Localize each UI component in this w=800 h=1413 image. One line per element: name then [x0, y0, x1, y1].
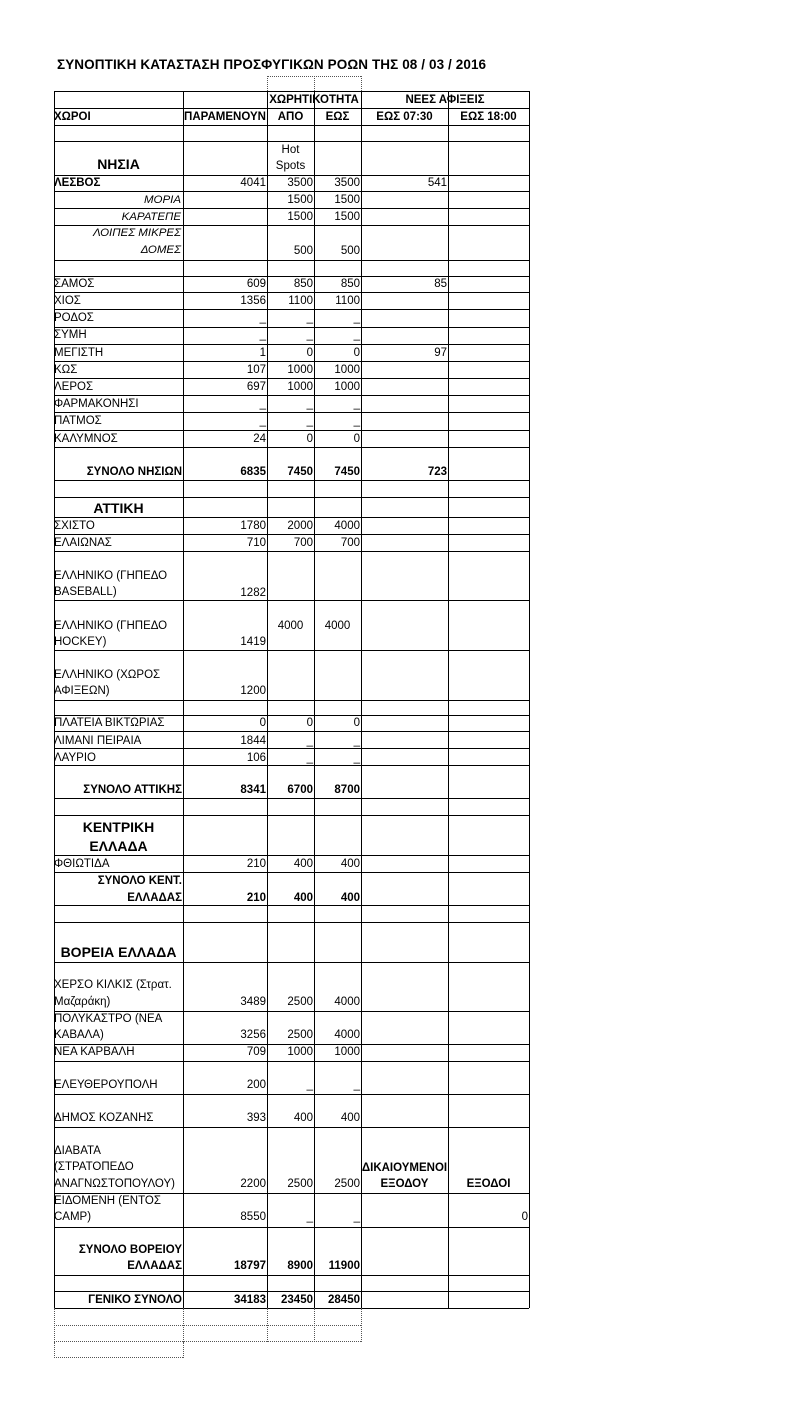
- capacity-to-cell: 500: [340, 245, 360, 257]
- capacity-to-cell: _: [353, 398, 360, 410]
- remaining-cell: 393: [246, 1112, 266, 1124]
- capacity-to-cell: _: [353, 415, 360, 427]
- row-border: [54, 700, 529, 701]
- capacity-to-cell: 1100: [335, 295, 360, 307]
- north-total-label: ΣΥΝΟΛΟ ΒΟΡΕΙΟΥ: [78, 1244, 182, 1256]
- row-border: [54, 551, 529, 552]
- capacity-to-cell: 1000: [334, 381, 360, 393]
- capacity-from-cell: 700: [293, 537, 313, 549]
- remaining-cell: 18797: [234, 1260, 266, 1272]
- remaining-cell: 0: [259, 717, 266, 729]
- remaining-cell: 697: [246, 381, 266, 393]
- place-name: ΕΛΛΗΝΙΚΟ (ΓΗΠΕΔΟ: [54, 620, 168, 632]
- dotted-column-border: [314, 1308, 315, 1342]
- capacity-from-cell: 2500: [287, 1178, 313, 1190]
- remaining-cell: 1: [259, 347, 266, 359]
- remaining-header: ΠΑΡΑΜΕΝΟΥΝ: [184, 111, 266, 123]
- place-name: ΛΙΜΑΝΙ ΠΕΙΡΑΙΑ: [54, 735, 142, 747]
- dotted-column-border: [314, 76, 315, 91]
- dotted-column-border: [54, 1342, 55, 1358]
- capacity-header: ΧΩΡΗΤΙΚΟΤΗΤΑ: [269, 94, 359, 106]
- capacity-to-cell: _: [353, 312, 360, 324]
- remaining-cell: 210: [246, 858, 266, 870]
- dotted-row-border: [54, 1357, 183, 1358]
- capacity-to-cell: 0: [353, 433, 360, 445]
- remaining-cell: 4041: [240, 177, 266, 189]
- row-border: [54, 260, 529, 261]
- row-border: [54, 1308, 529, 1309]
- arrivals-0730-cell: 541: [427, 177, 447, 189]
- row-border: [54, 1094, 529, 1095]
- capacity-to-cell: _: [353, 1211, 360, 1223]
- capacity-to-cell: _: [353, 752, 360, 764]
- remaining-cell: 210: [246, 892, 266, 904]
- remaining-cell: 8341: [240, 784, 266, 796]
- remaining-cell: 1356: [240, 295, 266, 307]
- place-name: ΚΑΛΥΜΝΟΣ: [54, 433, 118, 445]
- remaining-cell: 609: [246, 278, 266, 290]
- arrivals-0730-cell: 85: [434, 278, 447, 290]
- dotted-column-border: [183, 1342, 184, 1358]
- place-name: (ΣΤΡΑΤΟΠΕΔΟ: [54, 1161, 134, 1173]
- places-header: ΧΩΡΟΙ: [54, 111, 91, 123]
- place-name: ΔΟΜΕΣ: [140, 244, 181, 256]
- capacity-to-cell: 1000: [334, 364, 360, 376]
- dotted-row-border: [267, 76, 361, 77]
- capacity-to-cell: _: [353, 1079, 360, 1091]
- capacity-from-cell: 400: [293, 892, 313, 904]
- capacity-to-cell: 850: [340, 278, 360, 290]
- dotted-column-border: [267, 1308, 268, 1342]
- row-border: [54, 1275, 529, 1276]
- capacity-to-cell: 0: [353, 347, 360, 359]
- column-border: [448, 91, 449, 1308]
- capacity-from-cell: _: [306, 1079, 313, 1091]
- capacity-to-cell: 4000: [334, 996, 360, 1008]
- row-border: [54, 922, 529, 923]
- place-name: ΚΩΣ: [54, 364, 78, 376]
- remaining-cell: 6835: [240, 466, 266, 478]
- capacity-from-cell: 6700: [287, 784, 313, 796]
- central-total-label: ΣΥΝΟΛΟ ΚΕΝΤ.: [97, 875, 182, 887]
- place-name: ΛΕΣΒΟΣ: [54, 177, 101, 189]
- place-name: ΚΑΒΑΛΑ): [54, 1029, 104, 1041]
- place-name: ΛΑΥΡΙΟ: [54, 752, 96, 764]
- arrivals-0730-cell: 97: [434, 347, 447, 359]
- row-border: [54, 798, 529, 799]
- new-arrivals-header: ΝΕΕΣ ΑΦΙΞΕΙΣ: [405, 94, 485, 106]
- capacity-from-cell: 500: [293, 245, 313, 257]
- capacity-from-cell: _: [306, 312, 313, 324]
- remaining-cell: 1844: [240, 735, 266, 747]
- row-border: [54, 497, 529, 498]
- remaining-cell: 34183: [234, 1294, 266, 1306]
- capacity-from-cell: 1000: [287, 381, 313, 393]
- capacity-from-cell: 2500: [287, 996, 313, 1008]
- central-greece-heading: ΚΕΝΤΡΙΚΗ: [82, 819, 155, 835]
- place-name: ΔΙΑΒΑΤΑ: [54, 1145, 101, 1157]
- capacity-from-cell: 1500: [287, 211, 313, 223]
- islands-total-label: ΣΥΝΟΛΟ ΝΗΣΙΩΝ: [86, 466, 182, 478]
- place-name: BASEBALL): [54, 586, 117, 598]
- capacity-to-cell: 1500: [334, 194, 360, 206]
- place-name: ΛΟΙΠΕΣ ΜΙΚΡΕΣ: [93, 227, 181, 239]
- place-name: ΧΙΟΣ: [54, 295, 81, 307]
- row-border: [54, 1127, 529, 1128]
- capacity-from-cell: 2000: [287, 520, 313, 532]
- capacity-from-cell: 1100: [288, 295, 313, 307]
- row-border: [54, 650, 529, 651]
- place-name: ΕΛΛΗΝΙΚΟ (ΧΩΡΟΣ: [54, 669, 161, 681]
- capacity-to-cell: _: [353, 735, 360, 747]
- capacity-to-cell: 7450: [334, 466, 360, 478]
- row-border: [54, 447, 529, 448]
- place-name: CAMP): [54, 1211, 92, 1223]
- until-1800-header: ΕΩΣ 18:00: [460, 111, 517, 123]
- to-header: ΕΩΣ: [325, 111, 350, 123]
- place-name: ΧΕΡΣΟ ΚΙΛΚΙΣ (Στρατ.: [54, 979, 172, 991]
- capacity-from-cell: 3500: [287, 177, 313, 189]
- place-name: Μαζαράκη): [54, 996, 111, 1008]
- central-greece-heading: ΕΛΛΑΔΑ: [89, 838, 148, 854]
- capacity-to-cell: 11900: [328, 1260, 360, 1272]
- capacity-from-cell: 2500: [287, 1029, 313, 1041]
- dotted-column-border: [267, 76, 268, 91]
- capacity-from-cell: 1000: [287, 364, 313, 376]
- entitled-exit-label: ΔΙΚΑΙΟΥΜΕΝΟΙ: [361, 1162, 448, 1174]
- capacity-from-cell: _: [306, 415, 313, 427]
- place-name: ΜΟΡΙΑ: [143, 194, 181, 206]
- capacity-from-cell: 400: [293, 1112, 313, 1124]
- capacity-to-cell: 400: [340, 892, 360, 904]
- remaining-cell: 106: [246, 752, 266, 764]
- row-border: [54, 962, 529, 963]
- row-border: [54, 1061, 529, 1062]
- place-name: ΜΕΓΙΣΤΗ: [54, 347, 104, 359]
- capacity-from-cell: 850: [293, 278, 313, 290]
- remaining-cell: 8550: [240, 1211, 266, 1223]
- remaining-cell: 1200: [240, 685, 266, 697]
- remaining-cell: 107: [246, 364, 266, 376]
- capacity-to-cell: 1000: [334, 1046, 360, 1058]
- column-border: [361, 91, 362, 1308]
- place-name: ΣΥΜΗ: [54, 329, 87, 341]
- remaining-cell: _: [259, 415, 266, 427]
- capacity-to-cell: _: [353, 329, 360, 341]
- place-name: ΕΛΑΙΩΝΑΣ: [54, 537, 112, 549]
- remaining-cell: _: [259, 398, 266, 410]
- column-border: [529, 91, 530, 1308]
- capacity-to-cell: 700: [340, 537, 360, 549]
- exits-label: ΕΞΟΔΟΙ: [466, 1178, 511, 1190]
- row-border: [54, 480, 529, 481]
- capacity-from-cell: 0: [306, 433, 313, 445]
- place-name: ΚΑΡΑΤΕΠΕ: [121, 211, 181, 223]
- row-border: [54, 815, 529, 816]
- hotspots-note: Spots: [275, 160, 306, 172]
- capacity-from-cell: _: [306, 329, 313, 341]
- place-name: ΝΕΑ ΚΑΡΒΑΛΗ: [54, 1046, 135, 1058]
- exits-cell: 0: [521, 1211, 528, 1223]
- capacity-from-cell: 7450: [287, 466, 313, 478]
- remaining-cell: 200: [246, 1079, 266, 1091]
- dotted-column-border: [361, 76, 362, 91]
- dotted-column-border: [183, 1308, 184, 1342]
- row-border: [54, 600, 529, 601]
- place-name: ΔΗΜΟΣ ΚΟΖΑΝΗΣ: [54, 1112, 154, 1124]
- remaining-cell: 710: [246, 537, 266, 549]
- capacity-to-cell: 4000: [334, 520, 360, 532]
- capacity-to-cell: 28450: [328, 1294, 360, 1306]
- remaining-cell: 2200: [240, 1178, 266, 1190]
- row-border: [54, 731, 529, 732]
- place-name: ΣΑΜΟΣ: [54, 278, 95, 290]
- place-name: HOCKEY): [54, 636, 107, 648]
- remaining-cell: 3256: [240, 1029, 266, 1041]
- capacity-from-cell: 400: [293, 858, 313, 870]
- place-name: ΠΟΛΥΚΑΣΤΡΟ (ΝΕΑ: [54, 1013, 163, 1025]
- capacity-from-cell: _: [306, 735, 313, 747]
- capacity-to-cell: 2500: [334, 1178, 360, 1190]
- central-total-label: ΕΛΛΑΔΑΣ: [127, 892, 182, 904]
- capacity-to-cell: 400: [340, 1112, 360, 1124]
- islands-heading: ΝΗΣΙΑ: [97, 156, 140, 172]
- remaining-cell: _: [259, 312, 266, 324]
- remaining-cell: 1419: [240, 636, 266, 648]
- capacity-from-cell: _: [306, 398, 313, 410]
- row-border: [54, 1227, 529, 1228]
- hotspots-note: Hot: [281, 144, 300, 156]
- attica-heading: ΑΤΤΙΚΗ: [93, 500, 144, 516]
- capacity-from-cell: 1500: [287, 194, 313, 206]
- attica-total-label: ΣΥΝΟΛΟ ΑΤΤΙΚΗΣ: [83, 784, 182, 796]
- northern-greece-heading: ΒΟΡΕΙΑ ΕΛΛΑΔΑ: [60, 944, 177, 960]
- place-name: ΠΛΑΤΕΙΑ ΒΙΚΤΩΡΙΑΣ: [54, 717, 165, 729]
- entitled-exit-label: ΕΞΟΔΟΥ: [380, 1178, 429, 1190]
- place-name: ΠΑΤΜΟΣ: [54, 415, 102, 427]
- grand-total-label: ΓΕΝΙΚΟ ΣΥΝΟΛΟ: [88, 1294, 182, 1306]
- capacity-from-cell: 8900: [287, 1260, 313, 1272]
- capacity-to-cell: 400: [340, 858, 360, 870]
- capacity-to-cell: 4000: [334, 1029, 360, 1041]
- remaining-cell: 1282: [240, 587, 266, 599]
- capacity-from-cell: 1000: [287, 1046, 313, 1058]
- remaining-cell: 3489: [240, 996, 266, 1008]
- from-header: ΑΠΟ: [277, 111, 304, 123]
- remaining-cell: 1780: [240, 520, 266, 532]
- place-name: ΑΝΑΓΝΩΣΤΟΠΟΥΛΟΥ): [54, 1178, 175, 1190]
- place-name: ΦΑΡΜΑΚΟΝΗΣΙ: [54, 398, 139, 410]
- capacity-to-cell: 0: [353, 717, 360, 729]
- remaining-cell: 709: [246, 1046, 266, 1058]
- place-name: ΣΧΙΣΤΟ: [54, 520, 95, 532]
- arrivals-0730-cell: 723: [427, 466, 447, 478]
- capacity-to-cell: 8700: [334, 784, 360, 796]
- until-0730-header: ΕΩΣ 07:30: [376, 111, 433, 123]
- capacity-from-cell: 0: [306, 347, 313, 359]
- remaining-cell: 24: [253, 433, 266, 445]
- capacity-from-cell: 0: [306, 717, 313, 729]
- place-name: ΕΛΛΗΝΙΚΟ (ΓΗΠΕΔΟ: [54, 570, 168, 582]
- place-name: ΛΕΡΟΣ: [54, 381, 94, 393]
- place-name: ΦΘΙΩΤΙΔΑ: [54, 858, 110, 870]
- capacity-from-cell: _: [306, 752, 313, 764]
- place-name: ΕΛΕΥΘΕΡΟΥΠΟΛΗ: [54, 1079, 158, 1091]
- north-total-label: ΕΛΛΑΔΑΣ: [127, 1260, 182, 1272]
- place-name: ΑΦΙΞΕΩΝ): [54, 685, 110, 697]
- helliniko-capacity-from: 4000: [277, 620, 304, 632]
- row-border: [54, 125, 529, 126]
- page-title: ΣΥΝΟΠΤΙΚΗ ΚΑΤΑΣΤΑΣΗ ΠΡΟΣΦΥΓΙΚΩΝ ΡΟΩΝ ΤΗΣ 08 / 03 / 2016: [57, 57, 487, 72]
- dotted-column-border: [54, 1308, 55, 1342]
- capacity-from-cell: _: [306, 1211, 313, 1223]
- capacity-from-cell: 23450: [281, 1294, 313, 1306]
- remaining-cell: _: [259, 329, 266, 341]
- place-name: ΡΟΔΟΣ: [54, 312, 94, 324]
- place-name: ΕΙΔΟΜΕΝΗ (ΕΝΤΟΣ: [54, 1195, 161, 1207]
- helliniko-capacity-to: 4000: [324, 620, 351, 632]
- dotted-column-border: [361, 1308, 362, 1342]
- capacity-to-cell: 3500: [334, 177, 360, 189]
- capacity-to-cell: 1500: [334, 211, 360, 223]
